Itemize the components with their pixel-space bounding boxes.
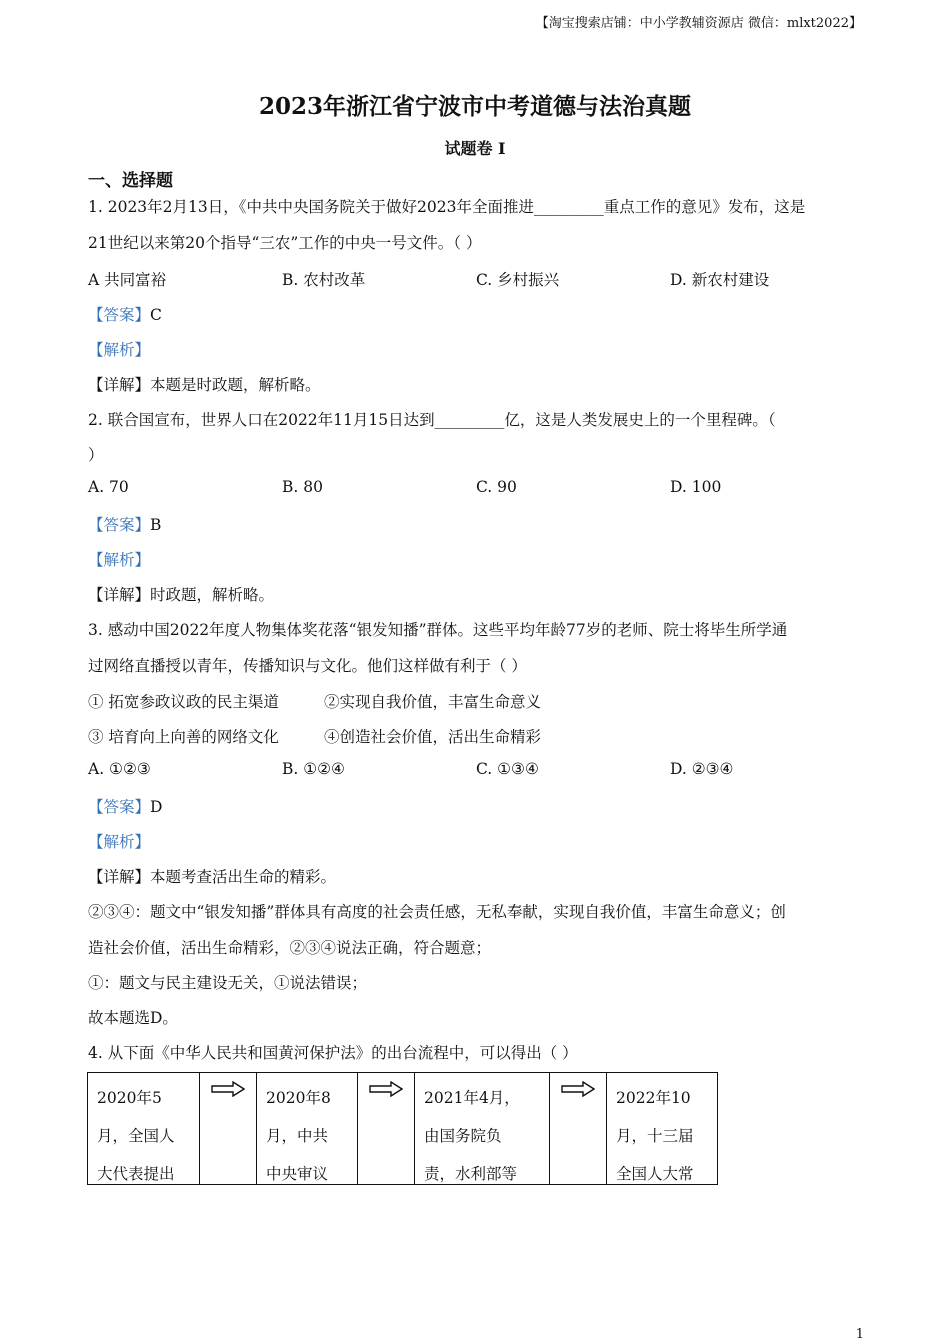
flow-step-text: 2021年4月， bbox=[424, 1089, 520, 1107]
q1-text-line2: 21世纪以来第20个指导“三农”工作的中央一号文件。（ ） bbox=[88, 234, 482, 252]
answer-value: B bbox=[150, 516, 162, 534]
flow-step-2 bbox=[257, 1073, 358, 1184]
q3-detail: 【详解】本题考查活出生命的精彩。 bbox=[88, 868, 337, 886]
q1-analysis-label: 【解析】 bbox=[88, 341, 151, 359]
page-subtitle: 试题卷 I bbox=[444, 139, 506, 158]
answer-label: 【答案】 bbox=[88, 516, 151, 534]
q3-explanation-line3: ①：题文与民主建设无关，①说法错误； bbox=[88, 974, 368, 992]
q4-text-line1: 4. 从下面《中华人民共和国黄河保护法》的出台流程中，可以得出（ ） bbox=[88, 1044, 578, 1062]
q3-item-2: ②实现自我价值，丰富生命意义 bbox=[324, 693, 542, 711]
flow-step-text: 2020年5 bbox=[97, 1089, 162, 1107]
right-arrow-icon bbox=[211, 1081, 245, 1097]
flow-step-text: 责，水利部等 bbox=[424, 1165, 518, 1183]
q3-explanation-line4: 故本题选D。 bbox=[88, 1009, 178, 1027]
q2-text-line2: ） bbox=[88, 446, 104, 464]
q3-item-3: ③ 培育向上向善的网络文化 bbox=[88, 728, 279, 746]
answer-label: 【答案】 bbox=[88, 798, 151, 816]
flow-step-text: 全国人大常 bbox=[616, 1165, 694, 1183]
q3-option-d: D. ②③④ bbox=[670, 760, 734, 778]
flow-arrow-1 bbox=[200, 1073, 257, 1184]
flow-step-text: 2020年8 bbox=[266, 1089, 331, 1107]
q3-option-b: B. ①②④ bbox=[282, 760, 345, 778]
answer-value: D bbox=[150, 798, 163, 816]
q1-option-a: A 共同富裕 bbox=[88, 271, 167, 289]
flow-step-3 bbox=[415, 1073, 550, 1184]
flow-step-text: 月，中共 bbox=[266, 1127, 329, 1145]
flow-step-text: 大代表提出 bbox=[97, 1165, 175, 1183]
flow-step-1 bbox=[88, 1073, 200, 1184]
q2-analysis-label: 【解析】 bbox=[88, 551, 151, 569]
q2-answer bbox=[88, 513, 161, 535]
q2-option-c: C. 90 bbox=[476, 478, 517, 496]
q1-text-line1: 1. 2023年2月13日，《中共中央国务院关于做好2023年全面推进_________重点工作的意见》发布，这是 bbox=[88, 198, 806, 216]
q3-explanation-line2: 造社会价值，活出生命精彩，②③④说法正确，符合题意； bbox=[88, 939, 492, 957]
q3-option-a: A. ①②③ bbox=[88, 760, 151, 778]
q1-detail: 【详解】本题是时政题，解析略。 bbox=[88, 376, 321, 394]
header-note: 【淘宝搜索店铺：中小学教辅资源店 微信：mlxt2022】 bbox=[535, 16, 862, 31]
q2-option-d: D. 100 bbox=[670, 478, 722, 496]
flow-step-4 bbox=[607, 1073, 717, 1184]
q1-option-c: C. 乡村振兴 bbox=[476, 271, 560, 289]
page-number: 1 bbox=[855, 1327, 864, 1342]
q3-text-line1: 3. 感动中国2022年度人物集体奖花落“银发知播”群体。这些平均年龄77岁的老师、院士将毕生所学通 bbox=[88, 621, 788, 639]
q1-answer bbox=[88, 303, 162, 325]
answer-label: 【答案】 bbox=[88, 306, 151, 324]
q3-item-4: ④创造社会价值，活出生命精彩 bbox=[324, 728, 542, 746]
flow-step-text: 月，全国人 bbox=[97, 1127, 175, 1145]
answer-value: C bbox=[150, 306, 162, 324]
flow-step-text: 中央审议 bbox=[266, 1165, 329, 1183]
flow-arrow-2 bbox=[358, 1073, 415, 1184]
q3-explanation-line1: ②③④：题文中“银发知播”群体具有高度的社会责任感，无私奉献，实现自我价值，丰富生命意义；创 bbox=[88, 903, 786, 921]
flow-step-text: 2022年10 bbox=[616, 1089, 691, 1107]
right-arrow-icon bbox=[369, 1081, 403, 1097]
q3-answer bbox=[88, 795, 162, 817]
q2-text-line1: 2. 联合国宣布，世界人口在2022年11月15日达到_________亿，这是人类发展史上的一个里程碑。（ bbox=[88, 411, 776, 429]
right-arrow-icon bbox=[561, 1081, 595, 1097]
flow-arrow-3 bbox=[550, 1073, 607, 1184]
page-title: 2023年浙江省宁波市中考道德与法治真题 bbox=[258, 93, 691, 120]
flow-step-text: 月，十三届 bbox=[616, 1127, 694, 1145]
q1-option-d: D. 新农村建设 bbox=[670, 271, 770, 289]
q3-text-line2: 过网络直播授以青年，传播知识与文化。他们这样做有利于（ ） bbox=[88, 657, 527, 675]
q3-option-c: C. ①③④ bbox=[476, 760, 539, 778]
q2-detail: 【详解】时政题，解析略。 bbox=[88, 586, 275, 604]
legislation-flow-table bbox=[87, 1072, 718, 1185]
q2-option-a: A. 70 bbox=[88, 478, 129, 496]
flow-step-text: 由国务院负 bbox=[424, 1127, 502, 1145]
q3-item-1: ① 拓宽参政议政的民主渠道 bbox=[88, 693, 279, 711]
q3-analysis-label: 【解析】 bbox=[88, 833, 151, 851]
q2-option-b: B. 80 bbox=[282, 478, 323, 496]
q1-option-b: B. 农村改革 bbox=[282, 271, 366, 289]
section-heading: 一、选择题 bbox=[88, 171, 173, 191]
